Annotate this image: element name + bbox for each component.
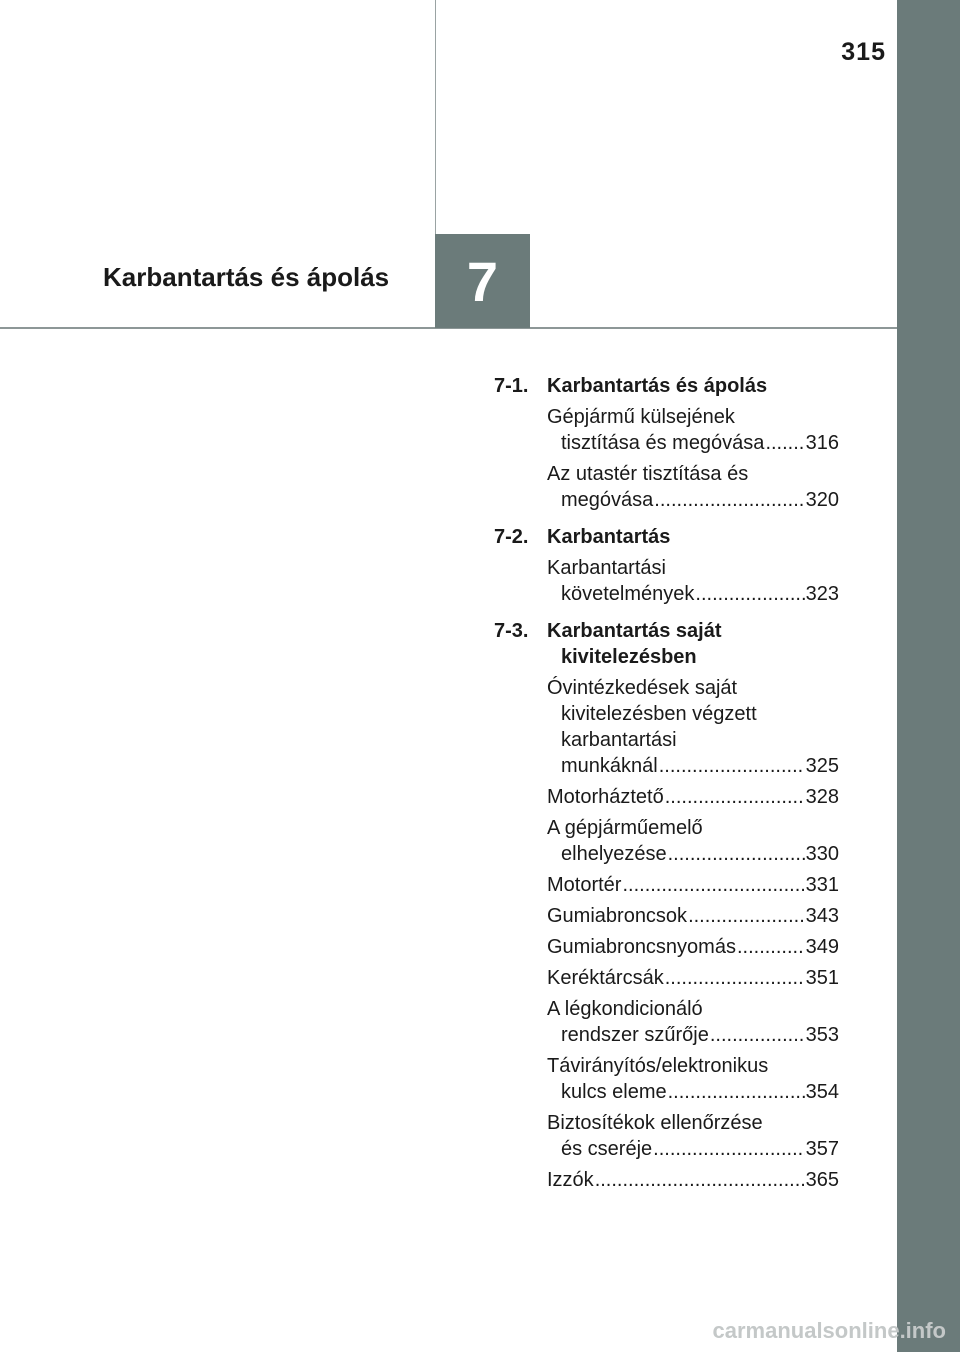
toc-entry-title-line: és cseréje [561, 1138, 653, 1160]
toc-entry-page: 331 [805, 874, 839, 896]
toc-entry-leader-line [547, 1079, 839, 1105]
toc-entry-leader-line [547, 784, 839, 810]
toc-entry-title-line: A gépjárműemelő [547, 817, 703, 839]
toc-entry[interactable] [547, 404, 839, 456]
toc-section-heading[interactable] [494, 524, 839, 550]
chapter-number-box [435, 234, 530, 328]
toc-dot-leader [668, 1079, 805, 1105]
toc-dot-leader [622, 872, 804, 898]
toc-entry-page: 354 [805, 1081, 839, 1103]
toc-entry-title-line: Gépjármű külsejének [547, 406, 735, 428]
toc-entry-title-line: megóvása [561, 489, 654, 511]
toc-entry-leader-line [547, 430, 839, 456]
toc-entry-page: 325 [805, 755, 839, 777]
toc-dot-leader [665, 965, 805, 991]
toc-entry-title-line: elhelyezése [561, 843, 667, 865]
toc-section-title [547, 618, 839, 670]
toc-entry-title-line: rendszer szűrője [561, 1024, 709, 1046]
toc-entry-title-line: Keréktárcsák [547, 967, 664, 989]
toc-section [494, 373, 839, 513]
toc-section-title [547, 524, 839, 550]
header-vertical-rule [435, 0, 436, 234]
toc-dot-leader [595, 1167, 805, 1193]
toc-entry-page: 328 [805, 786, 839, 808]
toc-section-title-line: Karbantartás saját [547, 620, 722, 642]
chapter-side-tab [897, 0, 960, 1352]
toc-entry-title-line: Karbantartási [547, 557, 666, 579]
toc-entry-leader-line [547, 581, 839, 607]
toc-section-number: 7-1. [494, 375, 529, 397]
toc-entry-page: 351 [805, 967, 839, 989]
toc-entry-leader-line [547, 1167, 839, 1193]
toc-entry-title-line: Gumiabroncsnyomás [547, 936, 736, 958]
toc-section-title [547, 373, 839, 399]
toc-entry[interactable] [547, 872, 839, 898]
toc-section-heading[interactable] [494, 618, 839, 670]
toc-section-number: 7-2. [494, 526, 529, 548]
toc-entry-title-line: Óvintézkedések saját [547, 677, 738, 699]
toc-section-heading[interactable] [494, 373, 839, 399]
toc-entry-title-line: követelmények [561, 583, 695, 605]
toc-entry[interactable] [547, 1110, 839, 1162]
toc-entry-title-line: tisztítása és megóvása [561, 432, 765, 454]
toc-dot-leader [668, 841, 805, 867]
toc-entry[interactable] [547, 996, 839, 1048]
toc-entry-page: 320 [805, 489, 839, 511]
page-number: 315 [841, 38, 886, 66]
toc-section [494, 618, 839, 1193]
toc-entry[interactable] [547, 784, 839, 810]
toc-entry-leader-line [547, 872, 839, 898]
toc-entry-page: 316 [805, 432, 839, 454]
toc-entry-leader-line [547, 1136, 839, 1162]
toc-entry-leader-line [547, 487, 839, 513]
toc-entry-title-line: kulcs eleme [561, 1081, 667, 1103]
toc-dot-leader [654, 487, 804, 513]
toc-entry-leader-line [547, 934, 839, 960]
toc-dot-leader [653, 1136, 804, 1162]
toc-entry-title-line: karbantartási [561, 729, 677, 751]
toc-section [494, 524, 839, 607]
toc-dot-leader [695, 581, 804, 607]
toc-entry-leader-line [547, 841, 839, 867]
footer-watermark: carmanualsonline.info [712, 1318, 946, 1343]
chapter-title: Karbantartás és ápolás [103, 262, 390, 292]
toc-entry[interactable] [547, 1053, 839, 1105]
toc-entry-title-line: Az utastér tisztítása és [547, 463, 749, 485]
toc-entry-title-line: Biztosítékok ellenőrzése [547, 1112, 763, 1134]
toc-entry-page: 365 [805, 1169, 839, 1191]
toc-entry-page: 330 [805, 843, 839, 865]
chapter-number: 7 [466, 249, 499, 313]
toc-section-title-line: Karbantartás [547, 526, 671, 548]
toc-section-title-line: kivitelezésben [561, 646, 697, 668]
toc-entry-title-line: Motorháztető [547, 786, 664, 808]
toc-entry[interactable] [547, 1167, 839, 1193]
toc-entry-title-line: Távirányítós/elektronikus [547, 1055, 769, 1077]
toc-entry-page: 323 [805, 583, 839, 605]
toc-dot-leader [688, 903, 805, 929]
toc-entry-page: 349 [805, 936, 839, 958]
toc-entry-title-line: munkáknál [561, 755, 658, 777]
toc-dot-leader [665, 784, 805, 810]
toc-entry[interactable] [547, 461, 839, 513]
toc-entry[interactable] [547, 965, 839, 991]
toc-entry-leader-line [547, 753, 839, 779]
toc-dot-leader [659, 753, 805, 779]
toc-entry-title-line: A légkondicionáló [547, 998, 703, 1020]
toc-entry[interactable] [547, 815, 839, 867]
toc-entry-title-line: Gumiabroncsok [547, 905, 688, 927]
toc-entry-leader-line [547, 1022, 839, 1048]
toc-entry-title-line: Izzók [547, 1169, 594, 1191]
toc-entry[interactable] [547, 934, 839, 960]
table-of-contents [494, 373, 839, 1204]
toc-entry-page: 357 [805, 1138, 839, 1160]
toc-entry[interactable] [547, 555, 839, 607]
toc-entry-page: 343 [805, 905, 839, 927]
toc-entry-leader-line [547, 965, 839, 991]
toc-section-number: 7-3. [494, 620, 529, 642]
toc-entry[interactable] [547, 675, 839, 779]
toc-entry-title-line: Motortér [547, 874, 622, 896]
toc-section-title-line: Karbantartás és ápolás [547, 375, 768, 397]
toc-dot-leader [765, 430, 804, 456]
toc-dot-leader [710, 1022, 805, 1048]
toc-dot-leader [737, 934, 805, 960]
toc-entry-page: 353 [805, 1024, 839, 1046]
toc-entry[interactable] [547, 903, 839, 929]
toc-entry-leader-line [547, 903, 839, 929]
toc-entry-title-line: kivitelezésben végzett [561, 703, 757, 725]
